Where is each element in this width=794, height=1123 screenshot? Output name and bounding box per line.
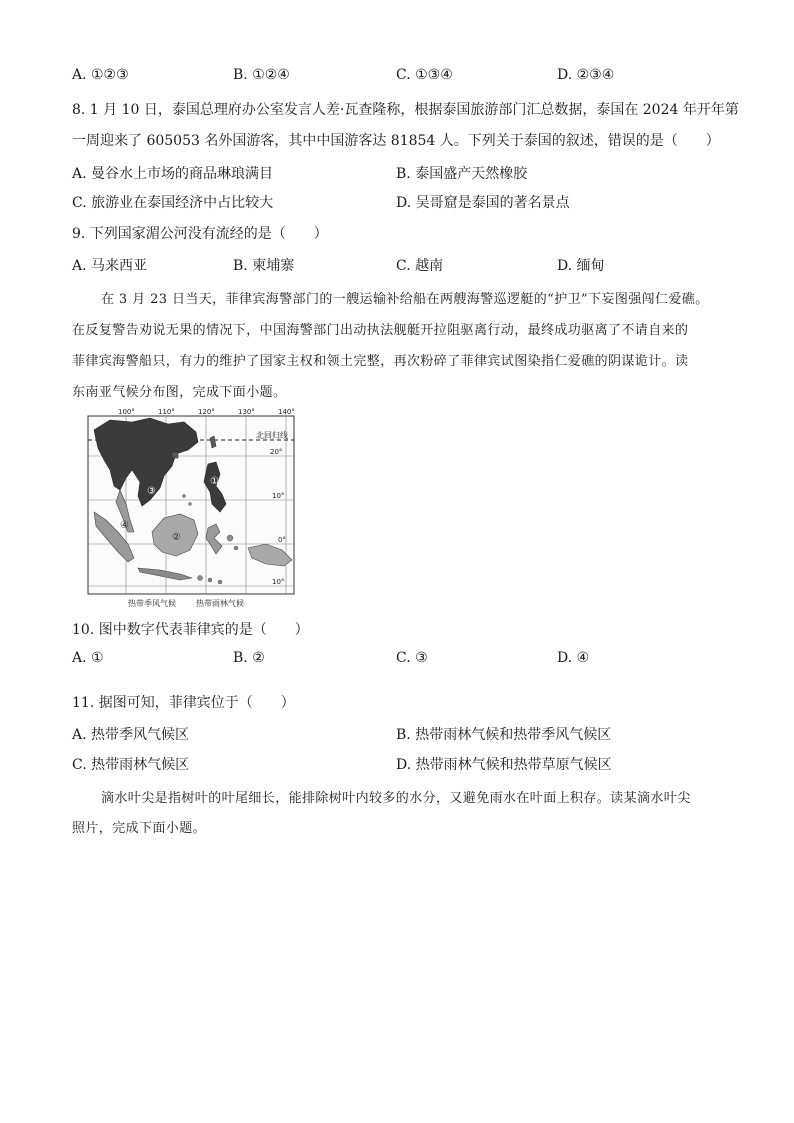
q7-option-a: A. ①②③	[72, 67, 129, 83]
marker-2: ②	[172, 532, 181, 543]
q7-option-d: D. ②③④	[557, 67, 615, 83]
q7-option-c: C. ①③④	[396, 67, 453, 83]
q11-option-d: D. 热带雨林气候和热带草原气候区	[396, 757, 612, 773]
marker-4: ④	[120, 520, 129, 531]
q9-option-c: C. 越南	[396, 258, 444, 274]
lon-label-140: 140°	[278, 408, 295, 416]
longitude-labels	[118, 408, 295, 416]
lon-label-100: 100°	[118, 408, 135, 416]
passage1-line3: 菲律宾海警船只，有力的维护了国家主权和领土完整，再次粉碎了菲律宾试图染指仁爱礁的阴谋诡计。读	[72, 354, 689, 369]
q10-option-c: C. ③	[396, 650, 428, 666]
lon-label-130: 130°	[238, 408, 255, 416]
lat-label-10n: 10°	[272, 492, 285, 500]
q8-stem-line1: 8. 1 月 10 日，泰国总理府办公室发言人差·瓦查隆称，根据泰国旅游部门汇总数据，泰国在 2024 年开年第	[72, 102, 739, 118]
q10-stem: 10. 图中数字代表菲律宾的是（ ）	[72, 622, 309, 638]
q8-option-a: A. 曼谷水上市场的商品琳琅满目	[72, 166, 274, 182]
q9-option-d: D. 缅甸	[557, 258, 605, 274]
lon-label-110: 110°	[158, 408, 175, 416]
q11-option-b: B. 热带雨林气候和热带季风气候区	[396, 727, 612, 743]
map-svg	[80, 408, 296, 612]
q9-stem: 9. 下列国家湄公河没有流经的是（ ）	[72, 226, 328, 242]
legend-monsoon: 热带季风气候	[128, 599, 176, 608]
q9-option-a: A. 马来西亚	[72, 258, 148, 274]
q7-option-b: B. ①②④	[233, 67, 290, 83]
q8-option-d: D. 吴哥窟是泰国的著名景点	[396, 195, 570, 211]
q10-option-a: A. ①	[72, 650, 104, 666]
passage2-line1: 滴水叶尖是指树叶的叶尾细长，能排除树叶内较多的水分，又避免雨水在叶面上积存。读某滴水叶尖	[101, 791, 691, 806]
q11-stem: 11. 据图可知，菲律宾位于（ ）	[72, 695, 295, 711]
hainan	[172, 452, 178, 458]
legend-rainforest: 热带雨林气候	[196, 599, 244, 608]
lat-label-0: 0°	[278, 536, 286, 544]
q10-options	[0, 650, 794, 670]
marker-3: ③	[147, 486, 156, 497]
q8-stem-line2: 一周迎来了 605053 名外国游客，其中中国游客达 81854 人。下列关于泰国的叙述，错误的是（ ）	[72, 133, 720, 149]
q8-option-b: B. 泰国盛产天然橡胶	[396, 166, 528, 182]
lat-label-20n: 20°	[270, 448, 283, 456]
q7-options	[0, 67, 794, 87]
marker-1: ①	[210, 476, 219, 487]
q10-option-d: D. ④	[557, 650, 590, 666]
lon-label-120: 120°	[198, 408, 215, 416]
passage1-line4: 东南亚气候分布图，完成下面小题。	[72, 385, 287, 400]
q11-option-a: A. 热带季风气候区	[72, 727, 190, 743]
southeast-asia-climate-map	[80, 408, 296, 612]
q10-option-b: B. ②	[233, 650, 265, 666]
q8-option-c: C. 旅游业在泰国经济中占比较大	[72, 195, 274, 211]
q9-option-b: B. 柬埔寨	[233, 258, 295, 274]
lat-label-10s: 10°	[272, 578, 285, 586]
q11-option-c: C. 热带雨林气候区	[72, 757, 190, 773]
tropic-label: 北回归线	[256, 431, 288, 440]
passage2-line2: 照片，完成下面小题。	[72, 821, 207, 836]
passage1-line2: 在反复警告劝说无果的情况下，中国海警部门出动执法舰艇开拉阻驱离行动，最终成功驱离了不请自来的	[72, 323, 689, 338]
passage1-line1: 在 3 月 23 日当天，菲律宾海警部门的一艘运输补给船在两艘海警巡逻艇的“护卫”下妄图强闯仁爱礁。	[101, 292, 709, 307]
q9-options	[0, 255, 794, 275]
